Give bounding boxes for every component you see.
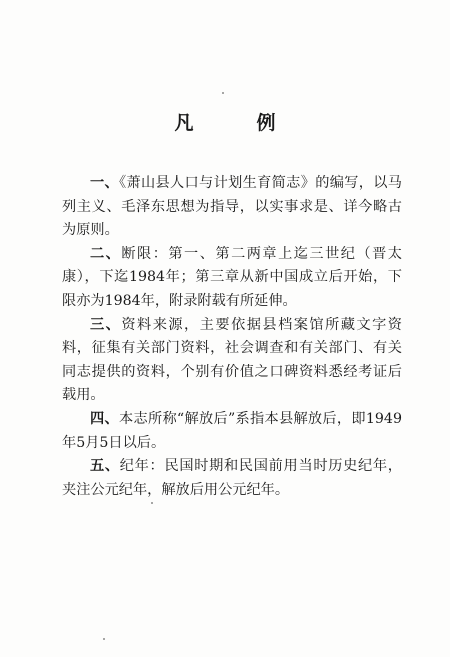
paragraph-text: 纪年：民国时期和民国前用当时历史纪年，夹注公元纪年，解放后用公元纪年。	[62, 458, 402, 498]
document-body	[62, 172, 402, 502]
paragraph-number: 四、	[90, 410, 119, 427]
paragraph-5	[62, 455, 402, 502]
paragraph-1	[62, 172, 402, 243]
page-title: 凡 例	[174, 112, 298, 134]
scan-speck	[151, 502, 153, 504]
paragraph-number: 五、	[90, 458, 120, 475]
paragraph-text: 资料来源，主要依据县档案馆所藏文字资料，征集有关部门资料，社会调查和有关部门、有关同志提供的资料，个别有价值之口碑资料悉经考证后载用。	[62, 316, 402, 404]
paragraph-number: 一、	[90, 175, 120, 191]
paragraph-text: 断限：第一、第二两章上迄三世纪（晋太康），下迄1984年；第三章从新中国成立后开始，下限亦为1984年，附录附载有所延伸。	[62, 245, 402, 309]
scan-speck	[103, 638, 105, 640]
paragraph-3	[62, 314, 402, 408]
scan-speck	[222, 92, 224, 94]
paragraph-2	[62, 243, 402, 314]
paragraph-number: 三、	[90, 316, 122, 333]
paragraph-text: 本志所称“解放后”系指本县解放后，即1949年5月5日以后。	[62, 410, 402, 451]
paragraph-text: 《萧山县人口与计划生育简志》的编写，以马列主义、毛泽东思想为指导，以实事求是、详今略古为原则。	[62, 175, 402, 239]
paragraph-4	[62, 408, 402, 455]
paragraph-number: 二、	[90, 245, 122, 262]
